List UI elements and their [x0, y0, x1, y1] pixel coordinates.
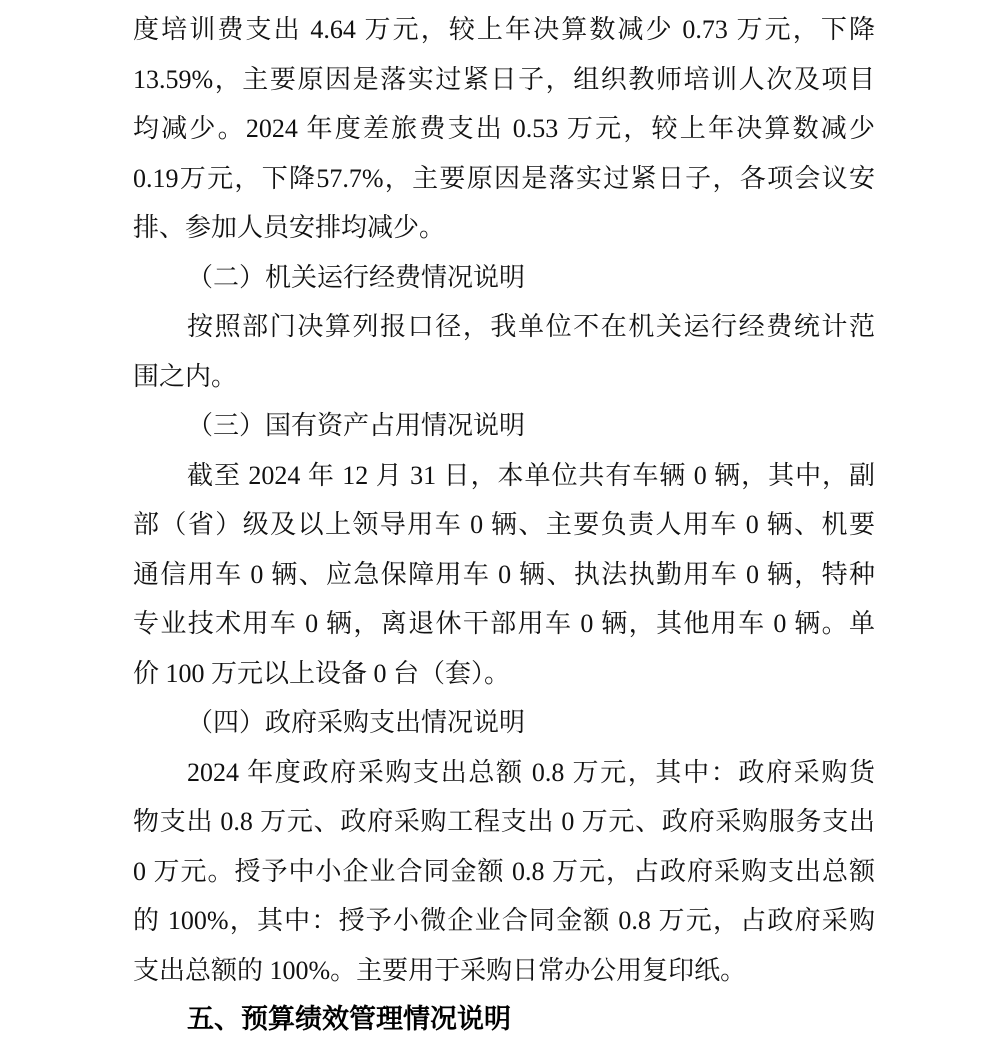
body-line: 专业技术用车 0 辆，离退休干部用车 0 辆，其他用车 0 辆。单	[133, 609, 875, 638]
body-line: 均减少。2024 年度差旅费支出 0.53 万元，较上年决算数减少	[133, 114, 875, 143]
body-line: 0.19万元，下降57.7%，主要原因是落实过紧日子，各项会议安	[133, 163, 875, 193]
subsection-heading-3: （三）国有资产占用情况说明	[187, 411, 526, 440]
subsection-heading-4: （四）政府采购支出情况说明	[187, 708, 526, 737]
body-line: 部（省）级及以上领导用车 0 辆、主要负责人用车 0 辆、机要	[133, 510, 875, 539]
document-content	[133, 5, 875, 1045]
body-line: 物支出 0.8 万元、政府采购工程支出 0 万元、政府采购服务支出	[133, 807, 875, 836]
body-line: 度培训费支出 4.64 万元，较上年决算数减少 0.73 万元，下降	[133, 15, 875, 44]
body-line: 截至 2024 年 12 月 31 日，本单位共有车辆 0 辆，其中，副	[187, 460, 875, 490]
body-line: 按照部门决算列报口径，我单位不在机关运行经费统计范	[187, 312, 875, 341]
body-line: 0 万元。授予中小企业合同金额 0.8 万元，占政府采购支出总额	[133, 856, 875, 886]
body-line: 支出总额的 100%。主要用于采购日常办公用复印纸。	[133, 955, 747, 985]
body-line: 价 100 万元以上设备 0 台（套）。	[133, 658, 511, 688]
body-line: 排、参加人员安排均减少。	[133, 213, 446, 242]
body-line: 围之内。	[133, 361, 238, 391]
body-line: 的 100%，其中：授予小微企业合同金额 0.8 万元，占政府采购	[133, 906, 875, 935]
section-heading-5: 五、预算绩效管理情况说明	[187, 1004, 511, 1034]
body-line: 通信用车 0 辆、应急保障用车 0 辆、执法执勤用车 0 辆，特种	[133, 559, 875, 589]
subsection-heading-2: （二）机关运行经费情况说明	[187, 262, 526, 292]
body-line: 13.59%，主要原因是落实过紧日子，组织教师培训人次及项目	[133, 64, 875, 94]
body-line: 2024 年度政府采购支出总额 0.8 万元，其中：政府采购货	[187, 757, 875, 787]
